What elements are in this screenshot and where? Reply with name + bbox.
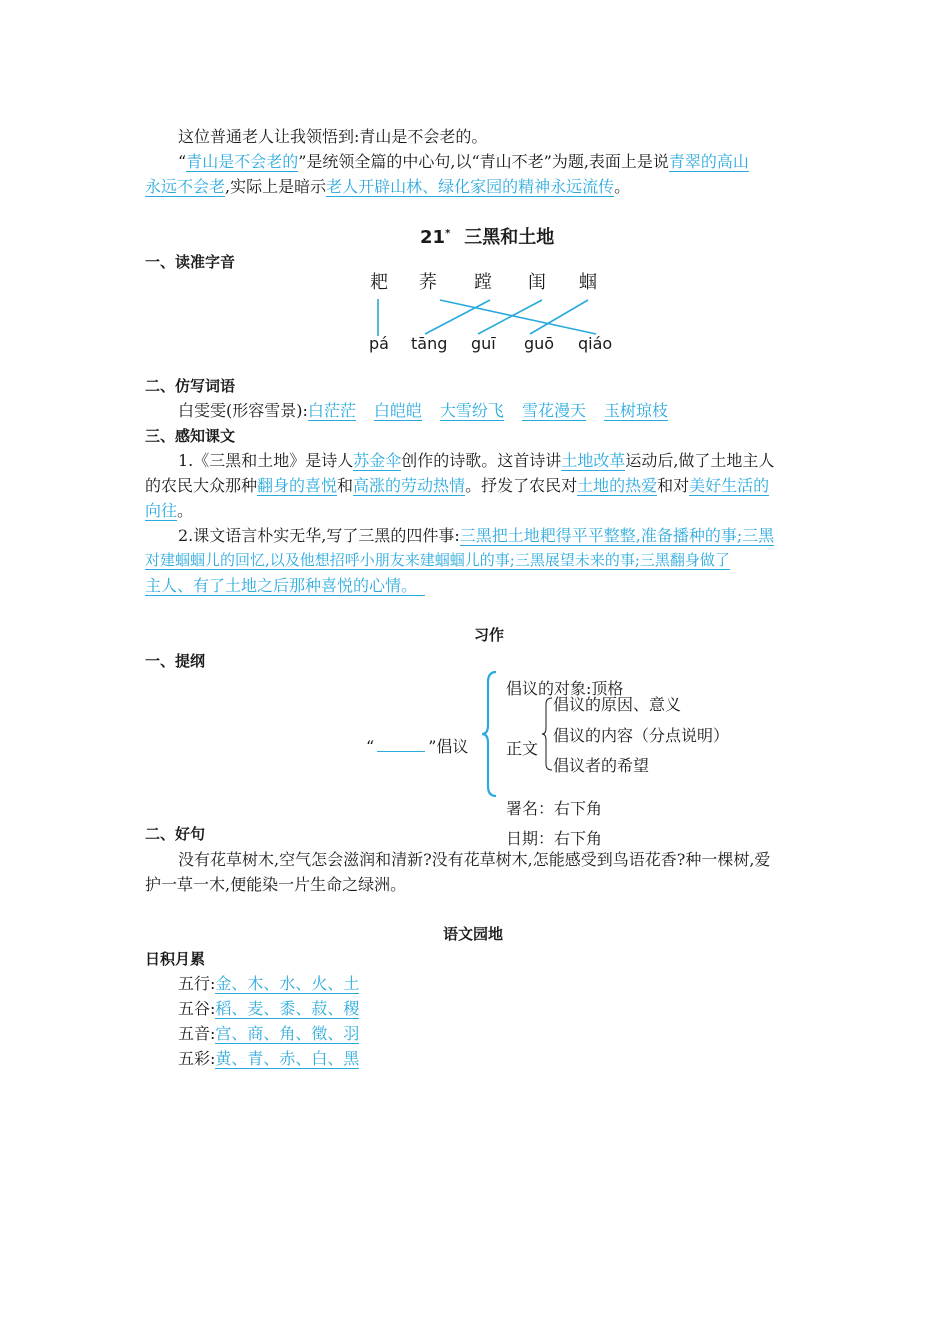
good-sentence: 没有花草树木,空气怎会滋润和清新?没有花草树木,怎能感受到鸟语花香?种一棵树,爱 [178,850,771,869]
outline-signature: 署名：右下角 [506,799,603,818]
question-1-cont: 向往。 [145,501,194,520]
char-item: 耙 [370,272,388,293]
char-item: 蝈 [579,272,597,293]
answer-blank: 青翠的高山 [668,152,749,171]
outline-item: 倡议的内容（分点说明） [553,726,730,745]
blank-underline [377,735,425,752]
outline-date: 日期：右下角 [506,829,603,848]
question-2-cont: 对建蝈蝈儿的回忆,以及他想招呼小朋友来建蝈蝈儿的事;三黑展望未来的事;三黑翻身做了 [145,551,730,569]
question-1-cont: 的农民大众那种翻身的喜悦和高涨的劳动热情。抒发了农民对土地的热爱和对美好生活的 [145,476,770,495]
answer-word: 白茫茫 [307,401,356,420]
answer-word: 大雪纷飞 [439,401,504,420]
outline-item: 倡议者的希望 [553,756,650,775]
accumulation-row: 五谷:稻、麦、黍、菽、稷 [178,999,360,1018]
outline-topic: “ ”倡议 [366,737,469,756]
section-title: 语文园地 [443,925,504,943]
outline-item: 倡议的原因、意义 [553,695,682,714]
pinyin-item: guī [471,334,496,353]
section-heading: 二、好句 [145,825,206,843]
section-heading: 一、提纲 [145,652,206,670]
good-sentence-cont: 护一草一木,便能染一片生命之绿洲。 [145,875,407,894]
char-item: 荞 [419,272,437,293]
answer-word: 玉树琼枝 [603,401,668,420]
answer-blank: 老人开辟山林、绿化家园的精神永远流传 [326,177,615,196]
intro-line: 这位普通老人让我领悟到:青山是不会老的。 [178,127,488,146]
lesson-title: 21* 三黑和土地 [420,227,555,248]
pinyin-item: tāng [411,334,448,353]
match-line [440,300,596,334]
section-heading: 三、感知课文 [145,427,236,445]
answer-word: 雪花漫天 [521,401,586,420]
match-line [478,300,542,334]
question-2: 2.课文语言朴实无华,写了三黑的四件事:三黑把土地耙得平平整整,准备播种的事;三黑 [178,526,775,545]
match-line [530,300,588,334]
outline-body-label: 正文 [506,739,539,758]
section-heading: 二、仿写词语 [145,377,236,395]
section-heading: 一、读准字音 [145,253,236,271]
answer-blank: 永远不会老 [145,177,226,196]
big-brace-icon [480,670,500,800]
char-item: 闺 [528,272,546,293]
question-2-cont: 主人、有了土地之后那种喜悦的心情。 [145,573,805,598]
section-heading: 日积月累 [145,950,206,968]
section-title: 习作 [474,626,505,644]
small-brace-icon [540,696,554,772]
pinyin-item: pá [369,334,389,353]
pinyin-item: qiáo [578,334,613,353]
match-line [425,300,490,334]
center-sentence-paragraph-cont: 永远不会老,实际上是暗示老人开辟山林、绿化家园的精神永远流传。 [145,177,631,196]
answer-word: 白皑皑 [373,401,422,420]
char-item: 蹚 [474,272,492,293]
accumulation-row: 五彩:黄、青、赤、白、黑 [178,1049,360,1068]
question-1: 1.《三黑和土地》是诗人苏金伞创作的诗歌。这首诗讲土地改革运动后,做了土地主人 [178,451,775,470]
center-sentence-paragraph: “青山是不会老的”是统领全篇的中心句,以“青山不老”为题,表面上是说青翠的高山 [178,152,749,171]
outline-object: 倡议的对象:顶格 [506,679,624,698]
answer-blank: 青山是不会老的 [186,152,299,171]
accumulation-row: 五行:金、木、水、火、土 [178,974,360,993]
accumulation-row: 五音:宫、商、角、徵、羽 [178,1024,360,1043]
imitation-words: 白雯雯(形容雪景):白茫茫 白皑皑 大雪纷飞 雪花漫天 玉树琼枝 [178,401,668,420]
matching-lines [360,290,640,340]
pinyin-item: guō [524,334,555,353]
